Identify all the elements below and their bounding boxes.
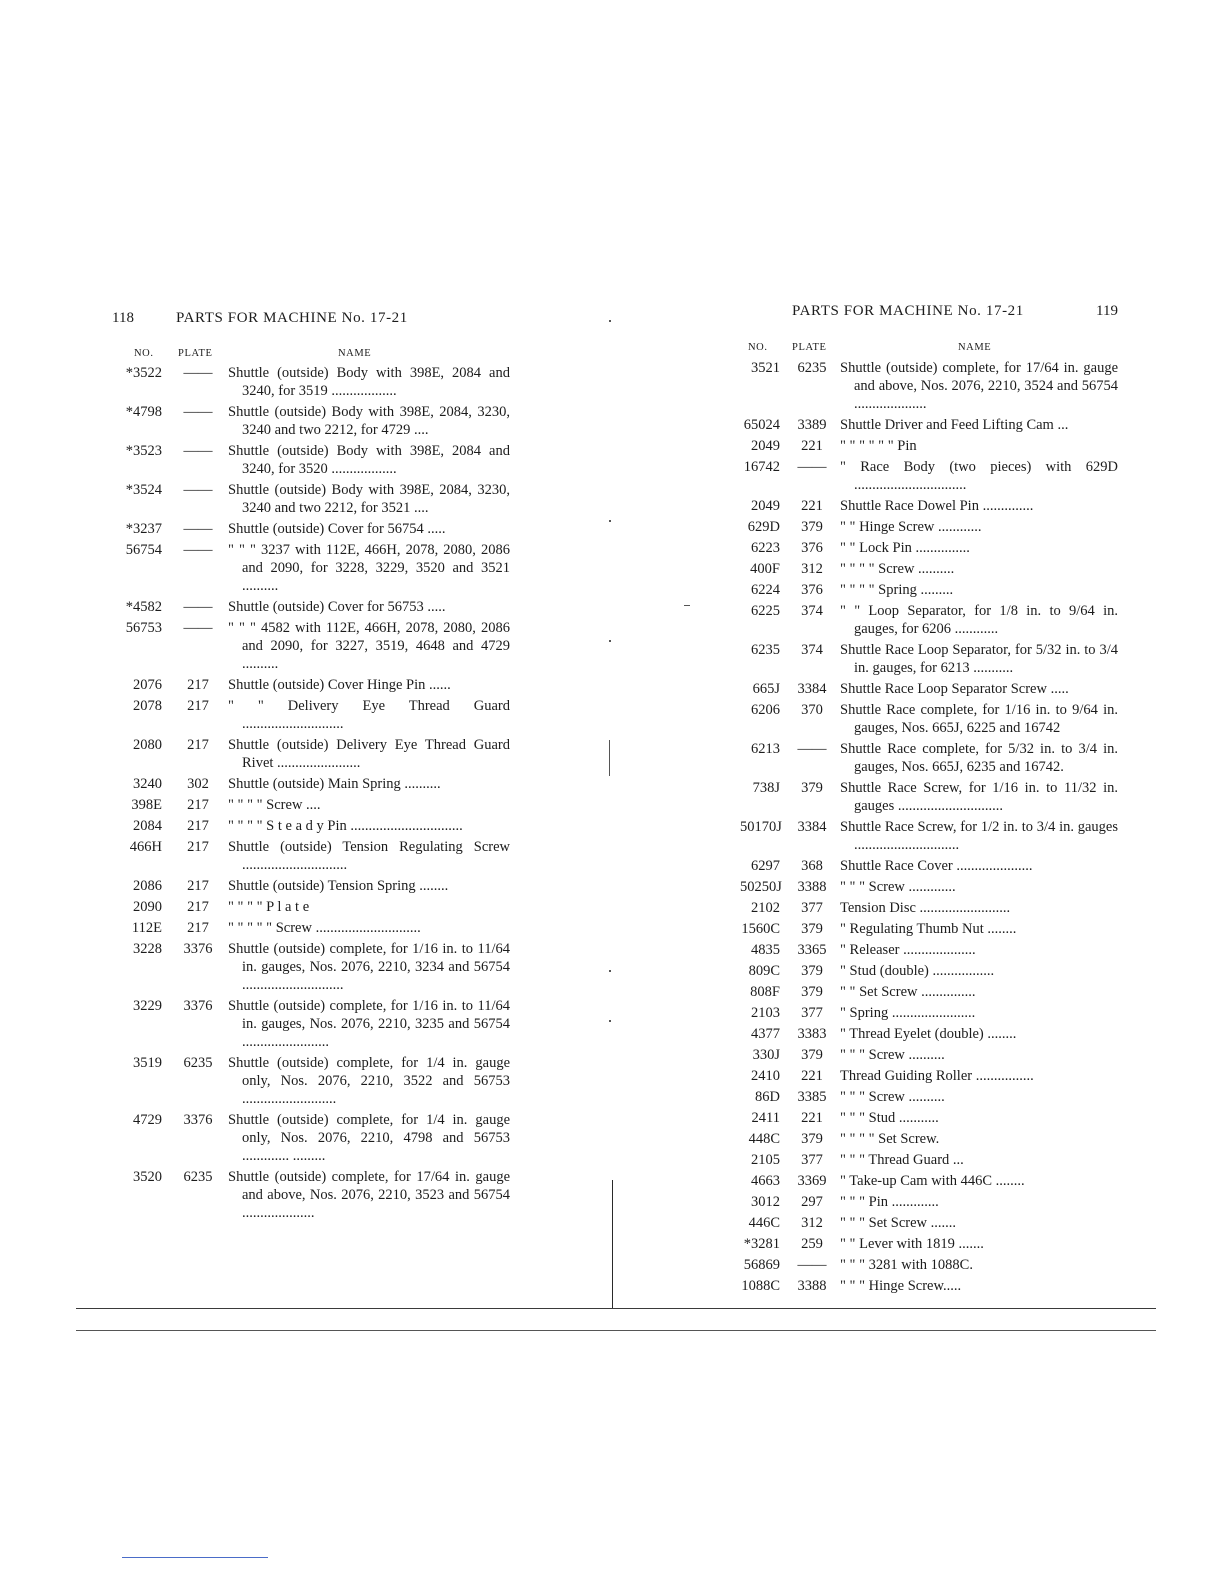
plate-number: 379: [801, 519, 823, 535]
parts-list-right: [740, 359, 1118, 1298]
plate-number: 376: [801, 582, 823, 598]
plate-number: 217: [187, 677, 209, 693]
part-number: 2090: [133, 899, 162, 915]
speck: [684, 605, 690, 606]
plate-number: ——: [183, 482, 213, 498]
part-name: " " " Thread Guard ...: [840, 1152, 964, 1168]
part-name: Shuttle (outside) complete, for 1/16 in. to 11/64 in. gauges, Nos. 2076, 2210, 3235 and 56754 ........................: [228, 998, 510, 1050]
part-name: " Regulating Thumb Nut ........: [840, 921, 1017, 937]
col-no-header: NO.: [748, 342, 768, 353]
plate-number: 3369: [797, 1173, 827, 1189]
plate-number: 221: [801, 498, 823, 514]
part-row: [740, 1088, 1118, 1106]
part-number: 3519: [133, 1055, 162, 1071]
part-name: " " " " Set Screw.: [840, 1131, 940, 1147]
page-number: 119: [1096, 303, 1118, 319]
part-row: [740, 560, 1118, 578]
part-number: 16742: [743, 459, 780, 475]
plate-number: 3389: [797, 417, 827, 433]
part-name: " " " Pin .............: [840, 1194, 939, 1210]
part-row: [112, 1168, 510, 1222]
plate-number: 374: [801, 603, 823, 619]
part-row: [740, 581, 1118, 599]
part-name: Shuttle (outside) Cover for 56754 .....: [228, 521, 446, 537]
part-row: [740, 1235, 1118, 1253]
part-row: [740, 1025, 1118, 1043]
part-row: [112, 481, 510, 517]
plate-number: 217: [187, 818, 209, 834]
part-number: 6297: [751, 858, 780, 874]
part-number: 3228: [133, 941, 162, 957]
part-name: Shuttle (outside) Body with 398E, 2084, 3230, 3240 and two 2212, for 3521 ....: [228, 482, 510, 516]
part-row: [740, 878, 1118, 896]
part-number: 2084: [133, 818, 162, 834]
part-name: Shuttle Race complete, for 1/16 in. to 9/64 in. gauges, Nos. 665J, 6225 and 16742: [840, 702, 1118, 736]
part-name: Shuttle (outside) Delivery Eye Thread Guard Rivet .......................: [228, 737, 510, 771]
part-row: [112, 442, 510, 478]
part-number: 6235: [751, 642, 780, 658]
part-number: 2410: [751, 1068, 780, 1084]
part-number: 2049: [751, 498, 780, 514]
col-name-header: NAME: [338, 348, 372, 359]
part-number: 6213: [751, 741, 780, 757]
part-name: Shuttle Driver and Feed Lifting Cam ...: [840, 417, 1069, 433]
part-name: Shuttle (outside) Body with 398E, 2084, 3230, 3240 and two 2212, for 4729 ....: [228, 404, 510, 438]
part-name: " " " " S t e a d y Pin ...............................: [228, 818, 463, 834]
part-name: " " " Stud ...........: [840, 1110, 939, 1126]
part-number: 2105: [751, 1152, 780, 1168]
part-number: *3523: [125, 443, 162, 459]
part-number: 808F: [750, 984, 780, 1000]
col-plate-header: PLATE: [792, 342, 827, 353]
plate-number: 377: [801, 900, 823, 916]
part-row: [740, 962, 1118, 980]
part-row: [740, 941, 1118, 959]
part-number: 2102: [751, 900, 780, 916]
plate-number: 217: [187, 899, 209, 915]
page-edge-line: [76, 1308, 1156, 1309]
part-name: Tension Disc .........................: [840, 900, 1011, 916]
part-number: 3521: [751, 360, 780, 376]
part-name: Shuttle Race Loop Separator Screw .....: [840, 681, 1069, 697]
part-row: [740, 1277, 1118, 1295]
part-name: " Race Body (two pieces) with 629D ...............................: [840, 459, 1118, 493]
part-number: 50250J: [740, 879, 782, 895]
running-title: PARTS FOR MACHINE No. 17-21: [792, 303, 1024, 319]
part-row: [740, 359, 1118, 413]
part-row: [112, 541, 510, 595]
speck: [609, 640, 611, 642]
plate-number: 3376: [183, 1112, 213, 1128]
speck: [609, 1020, 611, 1022]
plate-number: 217: [187, 737, 209, 753]
part-name: " " Loop Separator, for 1/8 in. to 9/64 in. gauges, for 6206 ............: [840, 603, 1118, 637]
part-number: 400F: [750, 561, 780, 577]
part-name: " Spring .......................: [840, 1005, 976, 1021]
plate-number: ——: [183, 521, 213, 537]
part-row: [112, 775, 510, 793]
part-number: 398E: [131, 797, 162, 813]
part-number: 6225: [751, 603, 780, 619]
part-name: " " " Screw .............: [840, 879, 956, 895]
plate-number: 6235: [183, 1169, 213, 1185]
speck: [609, 740, 610, 776]
part-number: 1088C: [741, 1278, 780, 1294]
part-row: [740, 1004, 1118, 1022]
plate-number: 6235: [183, 1055, 213, 1071]
part-number: 466H: [129, 839, 162, 855]
part-name: " " " 3237 with 112E, 466H, 2078, 2080, 2086 and 2090, for 3228, 3229, 3520 and 3521 ..........: [228, 542, 510, 594]
part-name: " " " " " " Pin: [840, 438, 917, 454]
part-row: [740, 458, 1118, 494]
part-number: 56869: [743, 1257, 780, 1273]
part-row: [740, 602, 1118, 638]
part-number: *3281: [743, 1236, 780, 1252]
plate-number: 379: [801, 921, 823, 937]
part-name: Shuttle Race Loop Separator, for 5/32 in. to 3/4 in. gauges, for 6213 ...........: [840, 642, 1118, 676]
part-number: 3520: [133, 1169, 162, 1185]
plate-number: 3388: [797, 1278, 827, 1294]
part-name: Shuttle (outside) Tension Spring ........: [228, 878, 449, 894]
plate-number: 368: [801, 858, 823, 874]
part-number: 330J: [752, 1047, 780, 1063]
part-name: " " " " Spring .........: [840, 582, 954, 598]
part-row: [740, 1256, 1118, 1274]
part-row: [740, 920, 1118, 938]
part-row: [112, 997, 510, 1051]
part-row: [112, 919, 510, 937]
part-row: [112, 796, 510, 814]
part-row: [740, 857, 1118, 875]
page-number: 118: [112, 310, 134, 326]
part-name: Shuttle Race Screw, for 1/2 in. to 3/4 in. gauges .............................: [840, 819, 1118, 853]
part-name: " " Hinge Screw ............: [840, 519, 982, 535]
plate-number: 217: [187, 698, 209, 714]
plate-number: 377: [801, 1152, 823, 1168]
part-number: 56754: [125, 542, 162, 558]
part-row: [740, 416, 1118, 434]
part-number: *4798: [125, 404, 162, 420]
part-row: [740, 680, 1118, 698]
plate-number: 221: [801, 438, 823, 454]
part-row: [112, 877, 510, 895]
part-row: [112, 940, 510, 994]
part-number: 2078: [133, 698, 162, 714]
plate-number: 3365: [797, 942, 827, 958]
part-name: " " Lever with 1819 .......: [840, 1236, 984, 1252]
part-number: 6224: [751, 582, 780, 598]
running-title: PARTS FOR MACHINE No. 17-21: [176, 310, 408, 326]
plate-number: 379: [801, 963, 823, 979]
plate-number: ——: [183, 443, 213, 459]
part-name: " " " Screw ..........: [840, 1047, 945, 1063]
part-row: [112, 898, 510, 916]
plate-number: 217: [187, 920, 209, 936]
speck: [609, 970, 611, 972]
plate-number: 6235: [797, 360, 827, 376]
plate-number: ——: [183, 542, 213, 558]
part-name: Shuttle (outside) complete, for 1/16 in. to 11/64 in. gauges, Nos. 2076, 2210, 3234 and 56754 ............................: [228, 941, 510, 993]
part-name: " " " 4582 with 112E, 466H, 2078, 2080, 2086 and 2090, for 3227, 3519, 4648 and 4729 ..........: [228, 620, 510, 672]
part-row: [740, 1151, 1118, 1169]
part-name: Shuttle (outside) complete, for 17/64 in. gauge and above, Nos. 2076, 2210, 3524 and 56754 ....................: [840, 360, 1118, 412]
part-number: 448C: [748, 1131, 780, 1147]
plate-number: 302: [187, 776, 209, 792]
part-row: [740, 497, 1118, 515]
part-row: [740, 983, 1118, 1001]
part-number: 4377: [751, 1026, 780, 1042]
part-number: 56753: [125, 620, 162, 636]
part-number: *3524: [125, 482, 162, 498]
part-name: " " " " " Screw .............................: [228, 920, 421, 936]
part-number: 4835: [751, 942, 780, 958]
plate-number: ——: [183, 620, 213, 636]
plate-number: 221: [801, 1110, 823, 1126]
part-number: 6206: [751, 702, 780, 718]
row-gap: [112, 1222, 510, 1225]
part-number: 2103: [751, 1005, 780, 1021]
plate-number: 374: [801, 642, 823, 658]
part-name: " " " Hinge Screw.....: [840, 1278, 962, 1294]
part-number: 112E: [131, 920, 162, 936]
part-number: 50170J: [740, 819, 782, 835]
part-row: [740, 1130, 1118, 1148]
part-number: 665J: [752, 681, 780, 697]
part-number: 3012: [751, 1194, 780, 1210]
part-row: [740, 1172, 1118, 1190]
part-number: 2411: [751, 1110, 780, 1126]
plate-number: 259: [801, 1236, 823, 1252]
part-row: [112, 736, 510, 772]
col-plate-header: PLATE: [178, 348, 213, 359]
part-name: Shuttle (outside) Cover Hinge Pin ......: [228, 677, 451, 693]
part-number: 3229: [133, 998, 162, 1014]
part-number: 2049: [751, 438, 780, 454]
plate-number: 297: [801, 1194, 823, 1210]
part-name: Shuttle (outside) complete, for 1/4 in. gauge only, Nos. 2076, 2210, 4798 and 56753 ............. .........: [228, 1112, 510, 1164]
plate-number: 217: [187, 797, 209, 813]
part-name: Thread Guiding Roller ................: [840, 1068, 1034, 1084]
speck: [609, 320, 611, 322]
col-name-header: NAME: [958, 342, 992, 353]
part-row: [740, 539, 1118, 557]
part-number: 2080: [133, 737, 162, 753]
part-name: " " Delivery Eye Thread Guard ............................: [228, 698, 510, 732]
plate-number: 3376: [183, 998, 213, 1014]
plate-number: 217: [187, 878, 209, 894]
plate-number: 3388: [797, 879, 827, 895]
part-row: [112, 598, 510, 616]
page-edge-line: [76, 1330, 1156, 1331]
part-row: [112, 1054, 510, 1108]
part-number: 3240: [133, 776, 162, 792]
part-name: Shuttle Race Screw, for 1/16 in. to 11/32 in. gauges .............................: [840, 780, 1118, 814]
part-name: Shuttle (outside) Body with 398E, 2084 and 3240, for 3520 ..................: [228, 443, 510, 477]
part-name: Shuttle (outside) Cover for 56753 .....: [228, 599, 446, 615]
plate-number: 379: [801, 1131, 823, 1147]
plate-number: 370: [801, 702, 823, 718]
part-number: 629D: [747, 519, 780, 535]
part-row: [112, 520, 510, 538]
part-number: 2086: [133, 878, 162, 894]
plate-number: 379: [801, 1047, 823, 1063]
plate-number: 379: [801, 984, 823, 1000]
plate-number: ——: [797, 1257, 827, 1273]
part-row: [112, 619, 510, 673]
part-row: [740, 779, 1118, 815]
part-row: [740, 1214, 1118, 1232]
col-no-header: NO.: [134, 348, 154, 359]
part-row: [740, 818, 1118, 854]
part-number: 1560C: [741, 921, 780, 937]
part-number: 86D: [755, 1089, 780, 1105]
parts-list-left: [112, 364, 510, 1225]
part-row: [740, 1046, 1118, 1064]
plate-number: 3384: [797, 681, 827, 697]
part-row: [112, 364, 510, 400]
part-number: 6223: [751, 540, 780, 556]
part-row: [740, 740, 1118, 776]
part-name: Shuttle (outside) Main Spring ..........: [228, 776, 441, 792]
speck: [609, 520, 611, 522]
part-row: [112, 817, 510, 835]
plate-number: 3385: [797, 1089, 827, 1105]
part-row: [740, 1109, 1118, 1127]
plate-number: 3384: [797, 819, 827, 835]
plate-number: ——: [183, 599, 213, 615]
part-number: *4582: [125, 599, 162, 615]
part-row: [112, 403, 510, 439]
row-gap: [740, 1295, 1118, 1298]
plate-number: 3383: [797, 1026, 827, 1042]
part-row: [112, 1111, 510, 1165]
gutter-line: [612, 1180, 613, 1308]
part-name: " " " Set Screw .......: [840, 1215, 957, 1231]
part-name: " " Set Screw ...............: [840, 984, 976, 1000]
part-row: [112, 697, 510, 733]
part-number: 446C: [748, 1215, 780, 1231]
plate-number: 312: [801, 561, 823, 577]
part-name: Shuttle (outside) Tension Regulating Screw .............................: [228, 839, 510, 873]
part-name: Shuttle (outside) complete, for 1/4 in. gauge only, Nos. 2076, 2210, 3522 and 56753 ..........................: [228, 1055, 510, 1107]
plate-number: 217: [187, 839, 209, 855]
part-name: Shuttle Race Dowel Pin ..............: [840, 498, 1034, 514]
part-row: [740, 1067, 1118, 1085]
part-number: 738J: [752, 780, 780, 796]
plate-number: 312: [801, 1215, 823, 1231]
part-number: *3522: [125, 365, 162, 381]
part-name: " " " " P l a t e: [228, 899, 310, 915]
part-name: " Stud (double) .................: [840, 963, 995, 979]
part-row: [740, 641, 1118, 677]
part-name: " Thread Eyelet (double) ........: [840, 1026, 1017, 1042]
part-number: 809C: [748, 963, 780, 979]
part-number: 2076: [133, 677, 162, 693]
part-name: " " Lock Pin ...............: [840, 540, 970, 556]
part-name: " " " Screw ..........: [840, 1089, 945, 1105]
part-row: [740, 701, 1118, 737]
part-name: Shuttle Race complete, for 5/32 in. to 3/4 in. gauges, Nos. 665J, 6235 and 16742.: [840, 741, 1118, 775]
plate-number: ——: [797, 459, 827, 475]
part-number: 4729: [133, 1112, 162, 1128]
plate-number: ——: [183, 404, 213, 420]
part-row: [740, 518, 1118, 536]
part-row: [740, 1193, 1118, 1211]
part-number: 4663: [751, 1173, 780, 1189]
plate-number: 377: [801, 1005, 823, 1021]
plate-number: 3376: [183, 941, 213, 957]
plate-number: 376: [801, 540, 823, 556]
plate-number: 221: [801, 1068, 823, 1084]
blue-rule: [122, 1557, 268, 1558]
part-name: " " " " Screw ..........: [840, 561, 955, 577]
part-number: *3237: [125, 521, 162, 537]
part-row: [112, 676, 510, 694]
part-name: " " " " Screw ....: [228, 797, 321, 813]
part-name: Shuttle Race Cover .....................: [840, 858, 1033, 874]
plate-number: 379: [801, 780, 823, 796]
part-row: [112, 838, 510, 874]
part-row: [740, 899, 1118, 917]
part-name: " Take-up Cam with 446C ........: [840, 1173, 1025, 1189]
plate-number: ——: [797, 741, 827, 757]
part-number: 65024: [743, 417, 780, 433]
part-name: Shuttle (outside) complete, for 17/64 in. gauge and above, Nos. 2076, 2210, 3523 and 56754 ....................: [228, 1169, 510, 1221]
plate-number: ——: [183, 365, 213, 381]
part-name: Shuttle (outside) Body with 398E, 2084 and 3240, for 3519 ..................: [228, 365, 510, 399]
part-name: " " " 3281 with 1088C.: [840, 1257, 973, 1273]
part-row: [740, 437, 1118, 455]
part-name: " Releaser ....................: [840, 942, 976, 958]
